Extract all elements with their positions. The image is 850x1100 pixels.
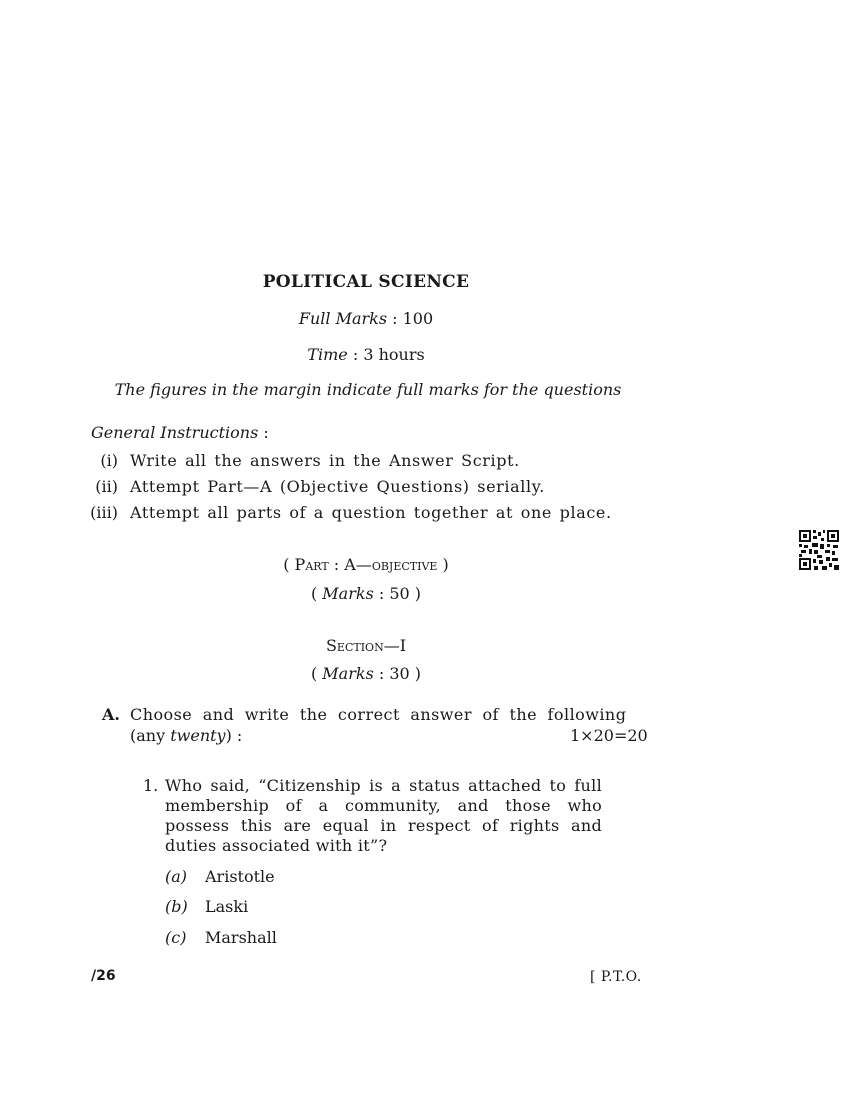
page-code: /26 (91, 968, 116, 984)
instruction-number: (iii) (90, 503, 118, 522)
instruction-number: (i) (100, 451, 118, 470)
part-a-marks-label: Marks (322, 584, 374, 603)
full-marks-label: Full Marks (298, 309, 388, 328)
option-label: (c) (165, 928, 187, 947)
part-a-name-suffix: objective (371, 555, 438, 574)
instruction-text: Write all the answers in the Answer Script. (130, 451, 520, 470)
full-marks (0, 309, 732, 328)
question-a-scope-suffix: ) : (225, 726, 243, 745)
option-text: Laski (205, 897, 249, 916)
general-instructions-heading (91, 423, 269, 442)
option-label: (b) (165, 897, 188, 916)
time-label: Time (307, 345, 348, 364)
section-1-marks-label: Marks (322, 664, 374, 683)
exam-title: POLITICAL SCIENCE (262, 272, 470, 292)
instruction-text: Attempt all parts of a question together at one place. (130, 503, 612, 522)
part-a-heading (0, 555, 732, 574)
part-a-marks-value: : 50 ) (373, 584, 422, 603)
general-instructions-colon: : (258, 423, 269, 442)
section-1-marks (0, 664, 732, 683)
question-a-marks: 1×20=20 (570, 726, 648, 745)
instruction-item (0, 451, 850, 471)
part-a-close: ) (437, 555, 449, 574)
question-a-text: Choose and write the correct answer of the following (130, 705, 627, 724)
section-1-marks-open: ( (310, 664, 323, 683)
instruction-text: Attempt Part—A (Objective Questions) serially. (130, 477, 545, 496)
time-value: : 3 hours (347, 345, 425, 364)
question-1-number: 1. (143, 776, 159, 795)
part-a-marks-open: ( (310, 584, 323, 603)
question-a-scope-prefix: (any (130, 726, 171, 745)
section-1-marks-value: : 30 ) (373, 664, 422, 683)
margin-note: The figures in the margin indicate full marks for the questions (114, 380, 622, 399)
part-a-name-first: P (294, 555, 306, 574)
instruction-item (0, 503, 850, 523)
question-1-text: Who said, “Citizenship is a status attached to full membership of a community, and those who possess this are equal in respect of rights and duties associated with it”? (165, 776, 602, 855)
instruction-number: (ii) (95, 477, 118, 496)
question-a-scope (130, 726, 242, 745)
question-a-scope-italic: twenty (170, 726, 226, 745)
general-instructions-label: General Instructions (91, 423, 259, 442)
option-label: (a) (165, 867, 188, 886)
instruction-item (0, 477, 850, 497)
part-a-separator: : A— (328, 555, 372, 574)
option-text: Marshall (205, 928, 277, 947)
exam-time (0, 345, 732, 364)
qr-code-icon (799, 530, 839, 570)
section-1-heading: Section—I (325, 636, 407, 655)
option-text: Aristotle (205, 867, 275, 886)
part-a-name-rest: art (305, 555, 329, 574)
part-a-marks (0, 584, 732, 603)
please-turn-over: [ P.T.O. (590, 969, 642, 985)
part-a-open: ( (283, 555, 295, 574)
question-a-label: A. (102, 705, 120, 724)
full-marks-value: : 100 (387, 309, 434, 328)
